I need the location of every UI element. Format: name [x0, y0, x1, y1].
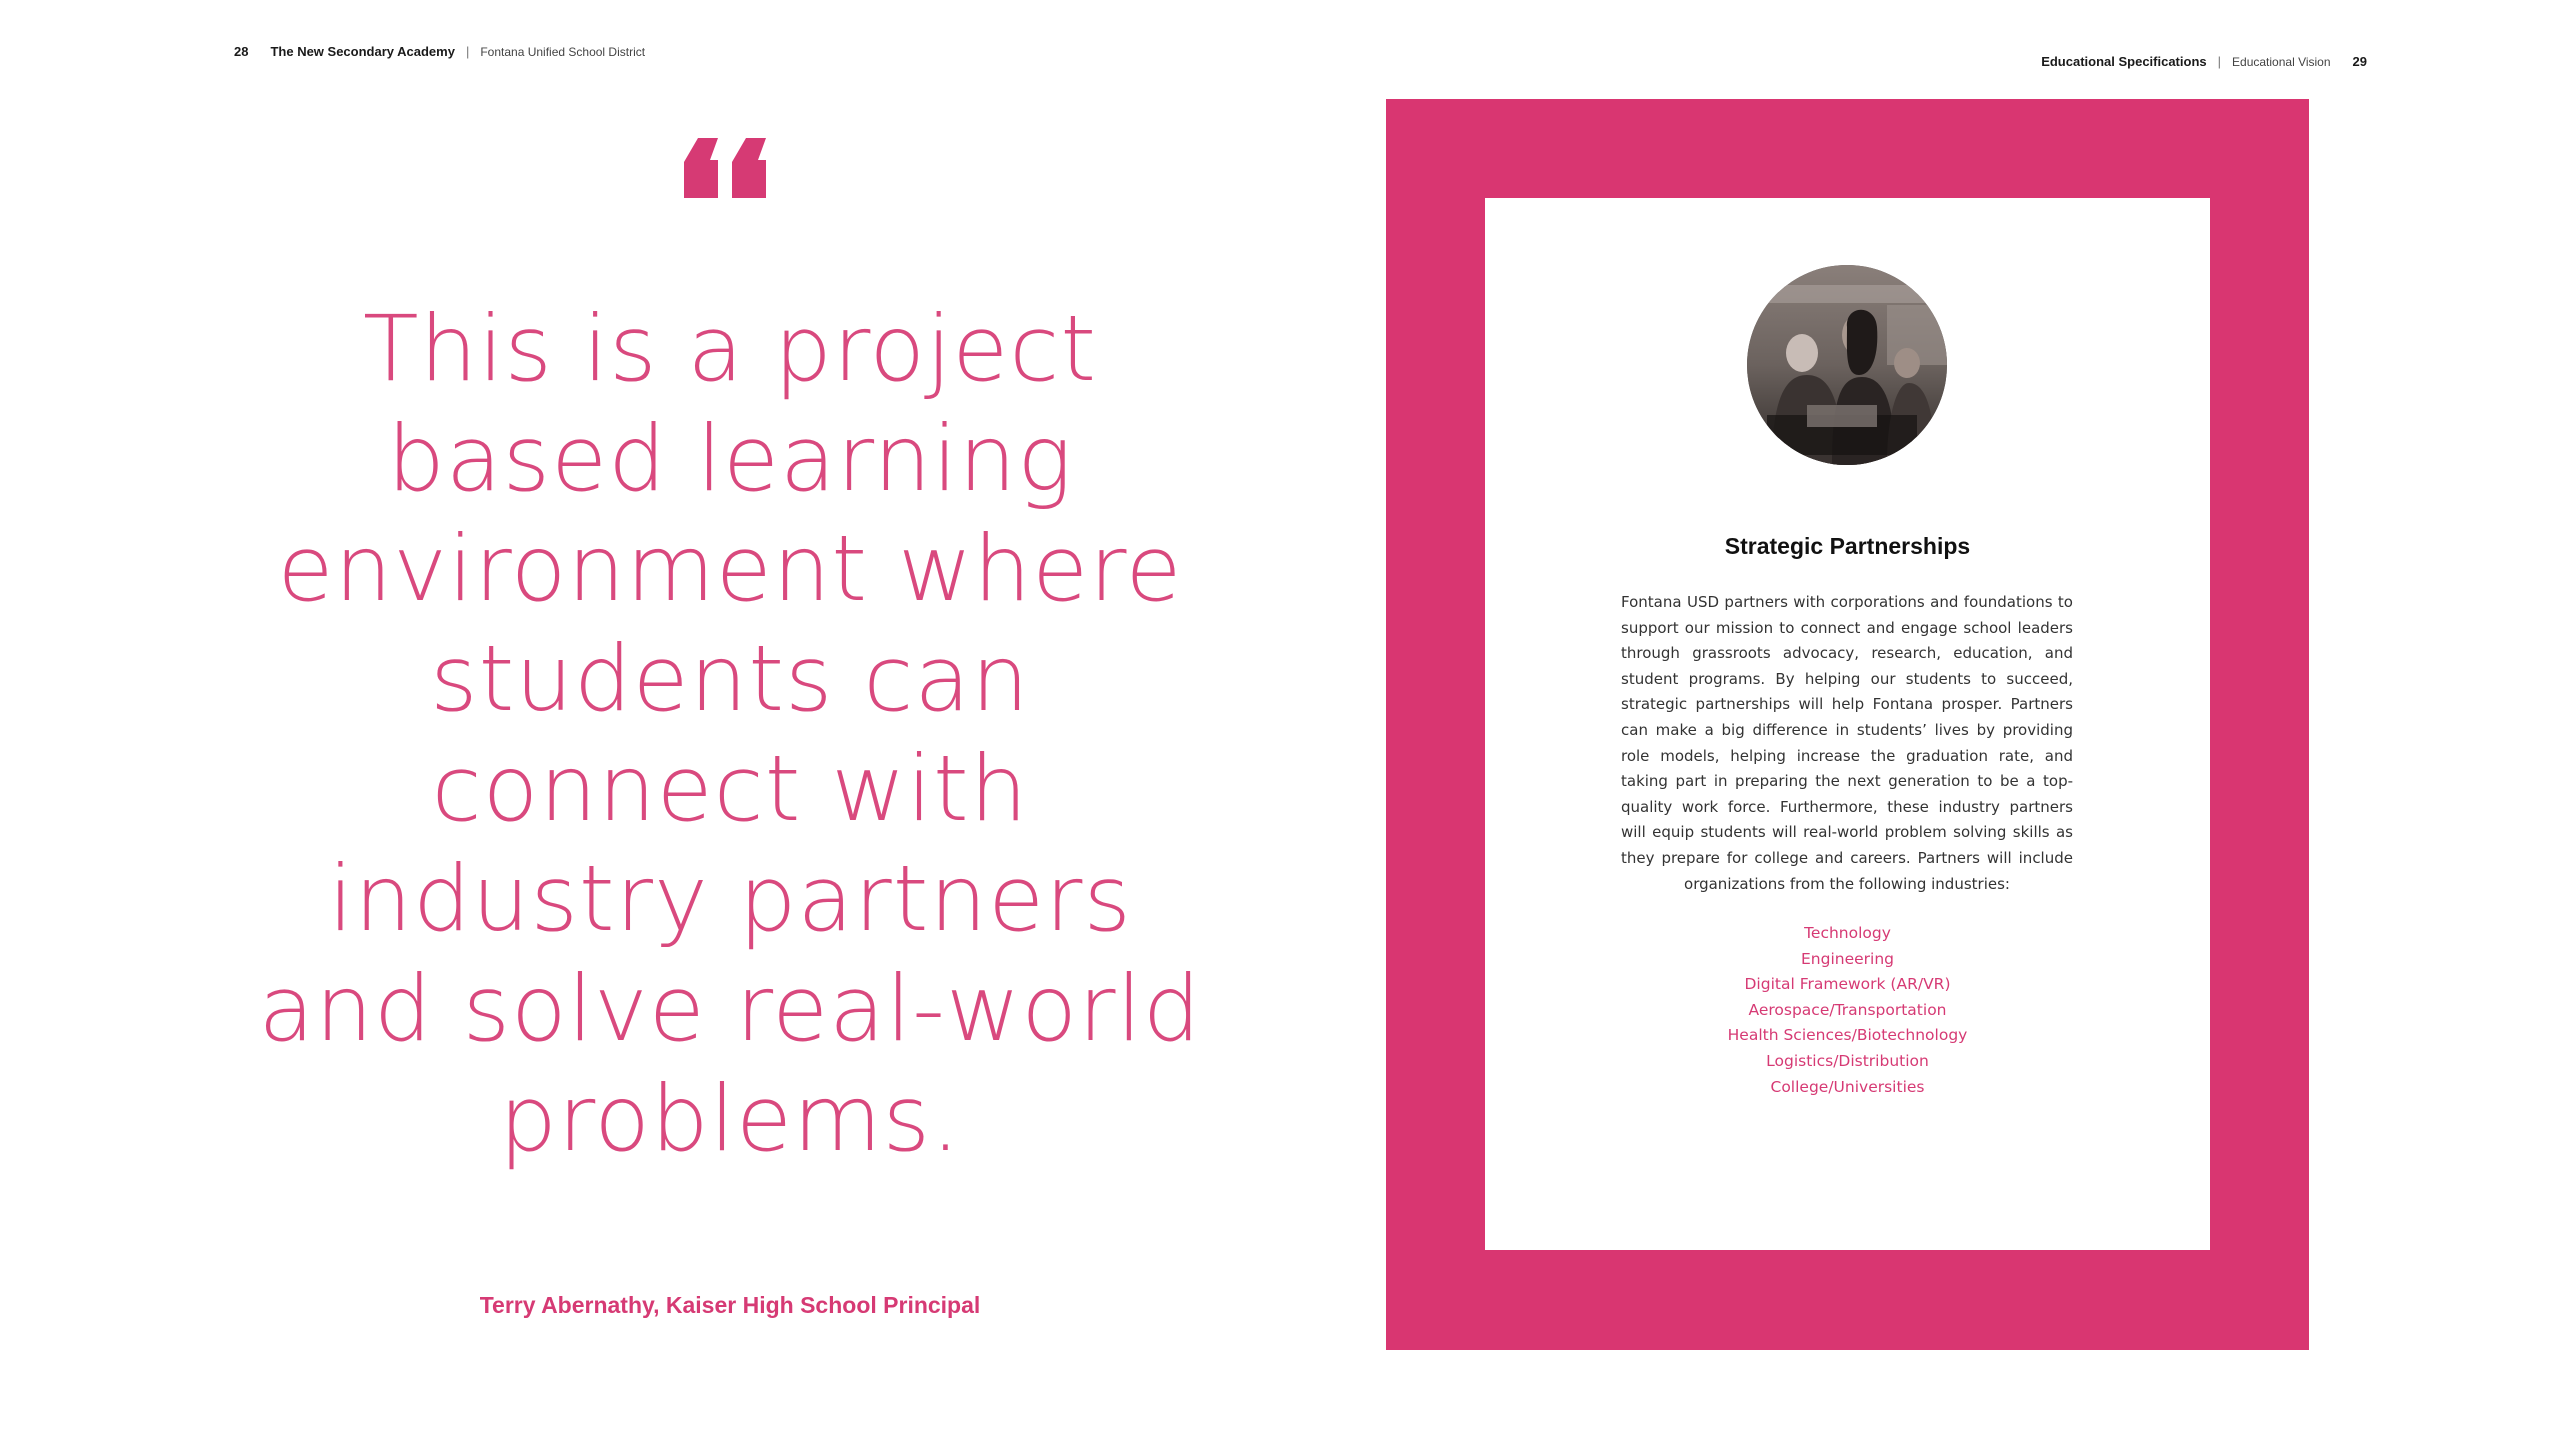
industry-item: Logistics/Distribution — [1766, 1051, 1929, 1070]
district-name: Fontana Unified School District — [480, 45, 646, 59]
industry-item: Health Sciences/Biotechnology — [1727, 1026, 1968, 1045]
section-body: Fontana USD partners with corporations and foundations to support our mission to connect and engage school leaders through grassroots advocacy, research, education, and student programs. By helping our students to succeed, strategic partnerships will help Fontana prosper. Partners can make a big difference in students’ lives by providing role models, helping increase the graduation rate, and taking part in preparing the next generation to be a top-quality work force. Furthermore, these industry partners will equip students will real-world problem solving skills as they prepare for college and careers. Partners will include organizations from the following industries: — [1621, 593, 2073, 893]
subsection-title: Educational Vision — [2232, 55, 2331, 69]
industry-item: College/Universities — [1770, 1077, 1925, 1096]
pull-quote: This is a project based learning environment where students can connect with industry partners and solve real-world problems. — [258, 297, 1202, 1172]
document-title: The New Secondary Academy — [270, 44, 455, 59]
page-number-left: 28 — [234, 44, 249, 59]
section-title: Educational Specifications — [2041, 54, 2207, 69]
classroom-photo-image — [1747, 265, 1947, 465]
partnership-photo — [1747, 265, 1947, 465]
header-separator: | — [465, 44, 470, 59]
page-number-right: 29 — [2352, 54, 2367, 69]
industry-item: Aerospace/Transportation — [1748, 1000, 1947, 1019]
section-heading: Strategic Partnerships — [1724, 533, 1971, 559]
header-right — [2041, 54, 2367, 69]
header-separator: | — [2217, 54, 2222, 69]
industry-item: Engineering — [1801, 949, 1894, 968]
industry-list — [1485, 921, 2210, 1100]
header-left — [234, 44, 645, 59]
quote-attribution: Terry Abernathy, Kaiser High School Principal — [479, 1292, 981, 1318]
industry-item: Technology — [1804, 924, 1891, 942]
industry-item: Digital Framework (AR/VR) — [1744, 975, 1951, 994]
open-quote-icon — [684, 138, 770, 198]
